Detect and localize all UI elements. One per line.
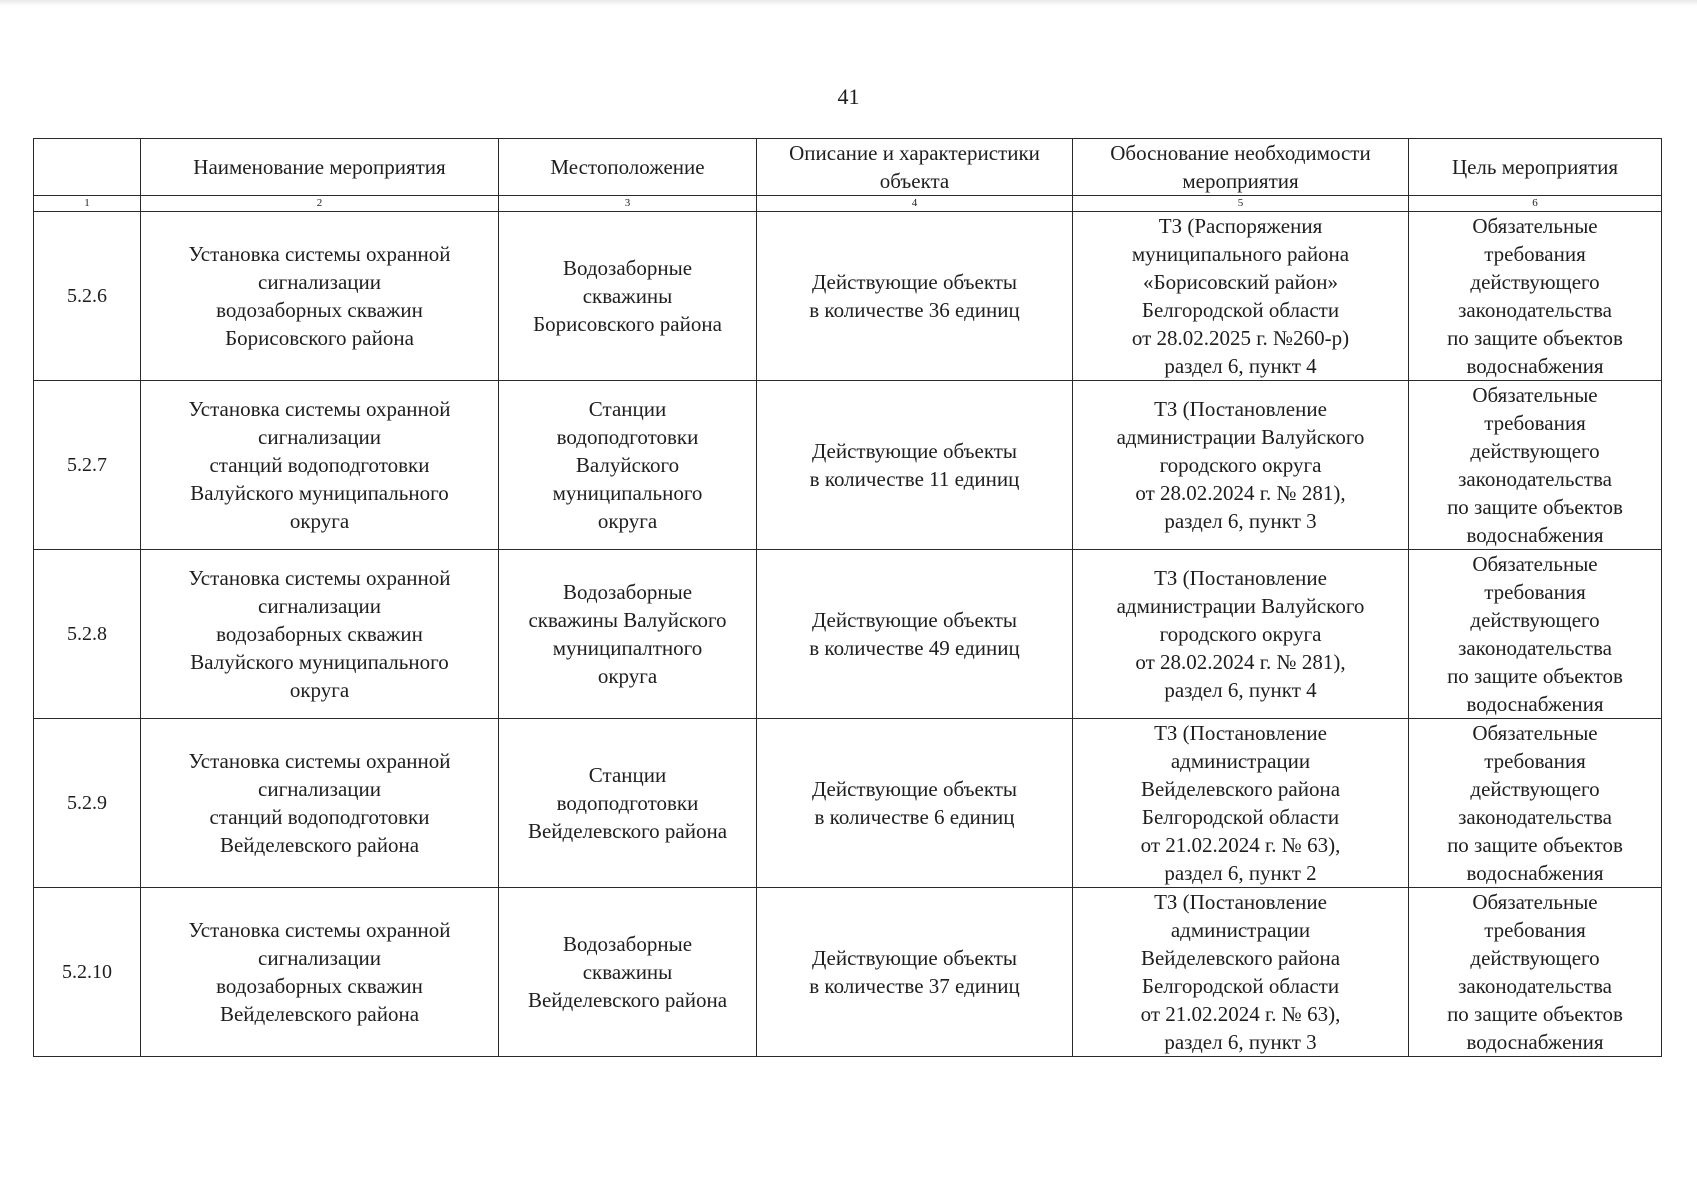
description-cell [757, 381, 1073, 550]
justification-line: раздел 6, пункт 4 [1164, 354, 1317, 378]
justification-line: ТЗ (Распоряжения [1158, 214, 1323, 238]
location-line: округа [597, 664, 658, 688]
location-line: Водозаборные [562, 256, 693, 280]
measure-name-line: Вейделевского района [219, 1002, 420, 1026]
column-number: 6 [1409, 196, 1662, 212]
measures-table [33, 138, 1662, 1057]
location-cell [499, 719, 757, 888]
location-line: Вейделевского района [527, 819, 728, 843]
description-line: в количестве 49 единиц [809, 636, 1020, 660]
header-name: Наименование мероприятия [141, 139, 499, 196]
goal-cell [1409, 212, 1662, 381]
goal-cell [1409, 719, 1662, 888]
goal-line: законодательства [1458, 805, 1612, 829]
location-cell [499, 550, 757, 719]
goal-line: по защите объектов [1447, 833, 1623, 857]
measure-name-line: водозаборных скважин [216, 974, 423, 998]
description-line: Действующие объекты [811, 946, 1018, 970]
goal-line: требования [1484, 580, 1586, 604]
justification-cell [1073, 888, 1409, 1057]
justification-line: администрации [1170, 918, 1311, 942]
location-line: Станции [588, 763, 667, 787]
header-justification: Обоснование необходимости мероприятия [1073, 139, 1409, 196]
goal-line: Обязательные [1472, 552, 1598, 576]
page-number: 41 [837, 84, 860, 109]
justification-line: ТЗ (Постановление [1154, 890, 1327, 914]
table-row [34, 550, 1662, 719]
goal-line: водоснабжения [1466, 354, 1604, 378]
goal-cell [1409, 550, 1662, 719]
measure-name-line: Вейделевского района [219, 833, 420, 857]
location-line: Водозаборные [562, 932, 693, 956]
location-line: Валуйского [575, 453, 680, 477]
measure-name-cell [141, 381, 499, 550]
header-description: Описание и характеристики объекта [757, 139, 1073, 196]
header-number [34, 139, 141, 196]
header-goal: Цель мероприятия [1409, 139, 1662, 196]
column-number: 2 [141, 196, 499, 212]
measure-name-line: станций водоподготовки [209, 805, 430, 829]
description-line: Действующие объекты [811, 777, 1018, 801]
justification-line: Вейделевского района [1140, 946, 1341, 970]
justification-line: муниципального района [1131, 242, 1350, 266]
description-line: Действующие объекты [811, 270, 1018, 294]
measure-name-line: Установка системы охранной [188, 566, 451, 590]
location-cell [499, 888, 757, 1057]
justification-line: городского округа [1159, 453, 1322, 477]
goal-line: действующего [1470, 608, 1600, 632]
location-line: Борисовского района [533, 312, 722, 336]
location-line: муниципалтного [552, 636, 703, 660]
measure-name-line: Борисовского района [225, 326, 414, 350]
measure-name-line: водозаборных скважин [216, 622, 423, 646]
description-cell [757, 550, 1073, 719]
justification-line: администрации [1170, 749, 1311, 773]
justification-line: от 28.02.2024 г. № 281), [1135, 481, 1346, 505]
measure-name-line: Установка системы охранной [188, 242, 451, 266]
scan-edge [0, 0, 1697, 6]
justification-line: Белгородской области [1141, 298, 1340, 322]
location-line: водоподготовки [556, 791, 699, 815]
goal-line: законодательства [1458, 298, 1612, 322]
measure-name-line: сигнализации [258, 425, 381, 449]
justification-cell [1073, 212, 1409, 381]
justification-line: администрации Валуйского [1116, 594, 1365, 618]
goal-line: Обязательные [1472, 721, 1598, 745]
measure-name-line: станций водоподготовки [209, 453, 430, 477]
measure-name-line: сигнализации [258, 270, 381, 294]
measure-name-cell [141, 888, 499, 1057]
goal-line: требования [1484, 749, 1586, 773]
measure-name-line: Валуйского муниципального [190, 481, 449, 505]
goal-line: требования [1484, 411, 1586, 435]
table-row [34, 212, 1662, 381]
location-cell [499, 381, 757, 550]
justification-line: городского округа [1159, 622, 1322, 646]
measure-name-line: Установка системы охранной [188, 918, 451, 942]
location-line: Водозаборные [562, 580, 693, 604]
justification-line: от 28.02.2024 г. № 281), [1135, 650, 1346, 674]
location-cell [499, 212, 757, 381]
justification-line: ТЗ (Постановление [1154, 721, 1327, 745]
goal-line: Обязательные [1472, 214, 1598, 238]
justification-line: от 21.02.2024 г. № 63), [1140, 1002, 1341, 1026]
measure-name-line: сигнализации [258, 777, 381, 801]
column-number: 5 [1073, 196, 1409, 212]
column-number: 1 [34, 196, 141, 212]
justification-line: «Борисовский район» [1143, 270, 1338, 294]
goal-line: по защите объектов [1447, 1002, 1623, 1026]
goal-line: по защите объектов [1447, 495, 1623, 519]
table-row [34, 719, 1662, 888]
justification-cell [1073, 381, 1409, 550]
justification-line: раздел 6, пункт 3 [1164, 509, 1317, 533]
description-line: в количестве 11 единиц [809, 467, 1020, 491]
description-cell [757, 212, 1073, 381]
description-cell [757, 719, 1073, 888]
justification-line: Вейделевского района [1140, 777, 1341, 801]
measure-name-cell [141, 212, 499, 381]
row-number-cell: 5.2.8 [34, 550, 141, 719]
goal-line: требования [1484, 242, 1586, 266]
location-line: скважины Валуйского [528, 608, 727, 632]
description-line: Действующие объекты [811, 439, 1018, 463]
goal-line: законодательства [1458, 974, 1612, 998]
goal-line: по защите объектов [1447, 326, 1623, 350]
measure-name-line: Установка системы охранной [188, 749, 451, 773]
justification-line: ТЗ (Постановление [1154, 566, 1327, 590]
measure-name-line: Установка системы охранной [188, 397, 451, 421]
location-line: скважины [582, 960, 673, 984]
location-line: Станции [588, 397, 667, 421]
justification-cell [1073, 550, 1409, 719]
goal-cell [1409, 381, 1662, 550]
table-row [34, 888, 1662, 1057]
measure-name-cell [141, 719, 499, 888]
justification-line: Белгородской области [1141, 805, 1340, 829]
header-location: Местоположение [499, 139, 757, 196]
goal-cell [1409, 888, 1662, 1057]
location-line: округа [597, 509, 658, 533]
measure-name-cell [141, 550, 499, 719]
goal-line: законодательства [1458, 467, 1612, 491]
row-number-cell: 5.2.10 [34, 888, 141, 1057]
column-number: 4 [757, 196, 1073, 212]
goal-line: действующего [1470, 777, 1600, 801]
description-line: в количестве 36 единиц [809, 298, 1020, 322]
justification-line: раздел 6, пункт 4 [1164, 678, 1317, 702]
row-number-cell: 5.2.6 [34, 212, 141, 381]
description-line: в количестве 37 единиц [809, 974, 1020, 998]
location-line: скважины [582, 284, 673, 308]
justification-line: администрации Валуйского [1116, 425, 1365, 449]
measure-name-line: округа [289, 678, 350, 702]
goal-line: действующего [1470, 270, 1600, 294]
justification-line: ТЗ (Постановление [1154, 397, 1327, 421]
goal-line: водоснабжения [1466, 861, 1604, 885]
justification-line: от 28.02.2025 г. №260-р) [1131, 326, 1350, 350]
goal-line: по защите объектов [1447, 664, 1623, 688]
goal-line: Обязательные [1472, 383, 1598, 407]
column-number: 3 [499, 196, 757, 212]
measure-name-line: сигнализации [258, 594, 381, 618]
location-line: водоподготовки [556, 425, 699, 449]
description-line: Действующие объекты [811, 608, 1018, 632]
goal-line: действующего [1470, 439, 1600, 463]
measure-name-line: Валуйского муниципального [190, 650, 449, 674]
goal-line: водоснабжения [1466, 523, 1604, 547]
table-body [34, 212, 1662, 1057]
location-line: муниципального [552, 481, 703, 505]
row-number-cell: 5.2.7 [34, 381, 141, 550]
measure-name-line: сигнализации [258, 946, 381, 970]
goal-line: законодательства [1458, 636, 1612, 660]
justification-line: раздел 6, пункт 2 [1164, 861, 1317, 885]
goal-line: водоснабжения [1466, 1030, 1604, 1054]
goal-line: действующего [1470, 946, 1600, 970]
table-header-row [34, 139, 1662, 196]
description-line: в количестве 6 единиц [814, 805, 1015, 829]
goal-line: водоснабжения [1466, 692, 1604, 716]
justification-cell [1073, 719, 1409, 888]
justification-line: от 21.02.2024 г. № 63), [1140, 833, 1341, 857]
goal-line: требования [1484, 918, 1586, 942]
row-number-cell: 5.2.9 [34, 719, 141, 888]
goal-line: Обязательные [1472, 890, 1598, 914]
table-row [34, 381, 1662, 550]
measure-name-line: округа [289, 509, 350, 533]
justification-line: раздел 6, пункт 3 [1164, 1030, 1317, 1054]
measure-name-line: водозаборных скважин [216, 298, 423, 322]
justification-line: Белгородской области [1141, 974, 1340, 998]
description-cell [757, 888, 1073, 1057]
column-number-row [34, 196, 1662, 212]
location-line: Вейделевского района [527, 988, 728, 1012]
